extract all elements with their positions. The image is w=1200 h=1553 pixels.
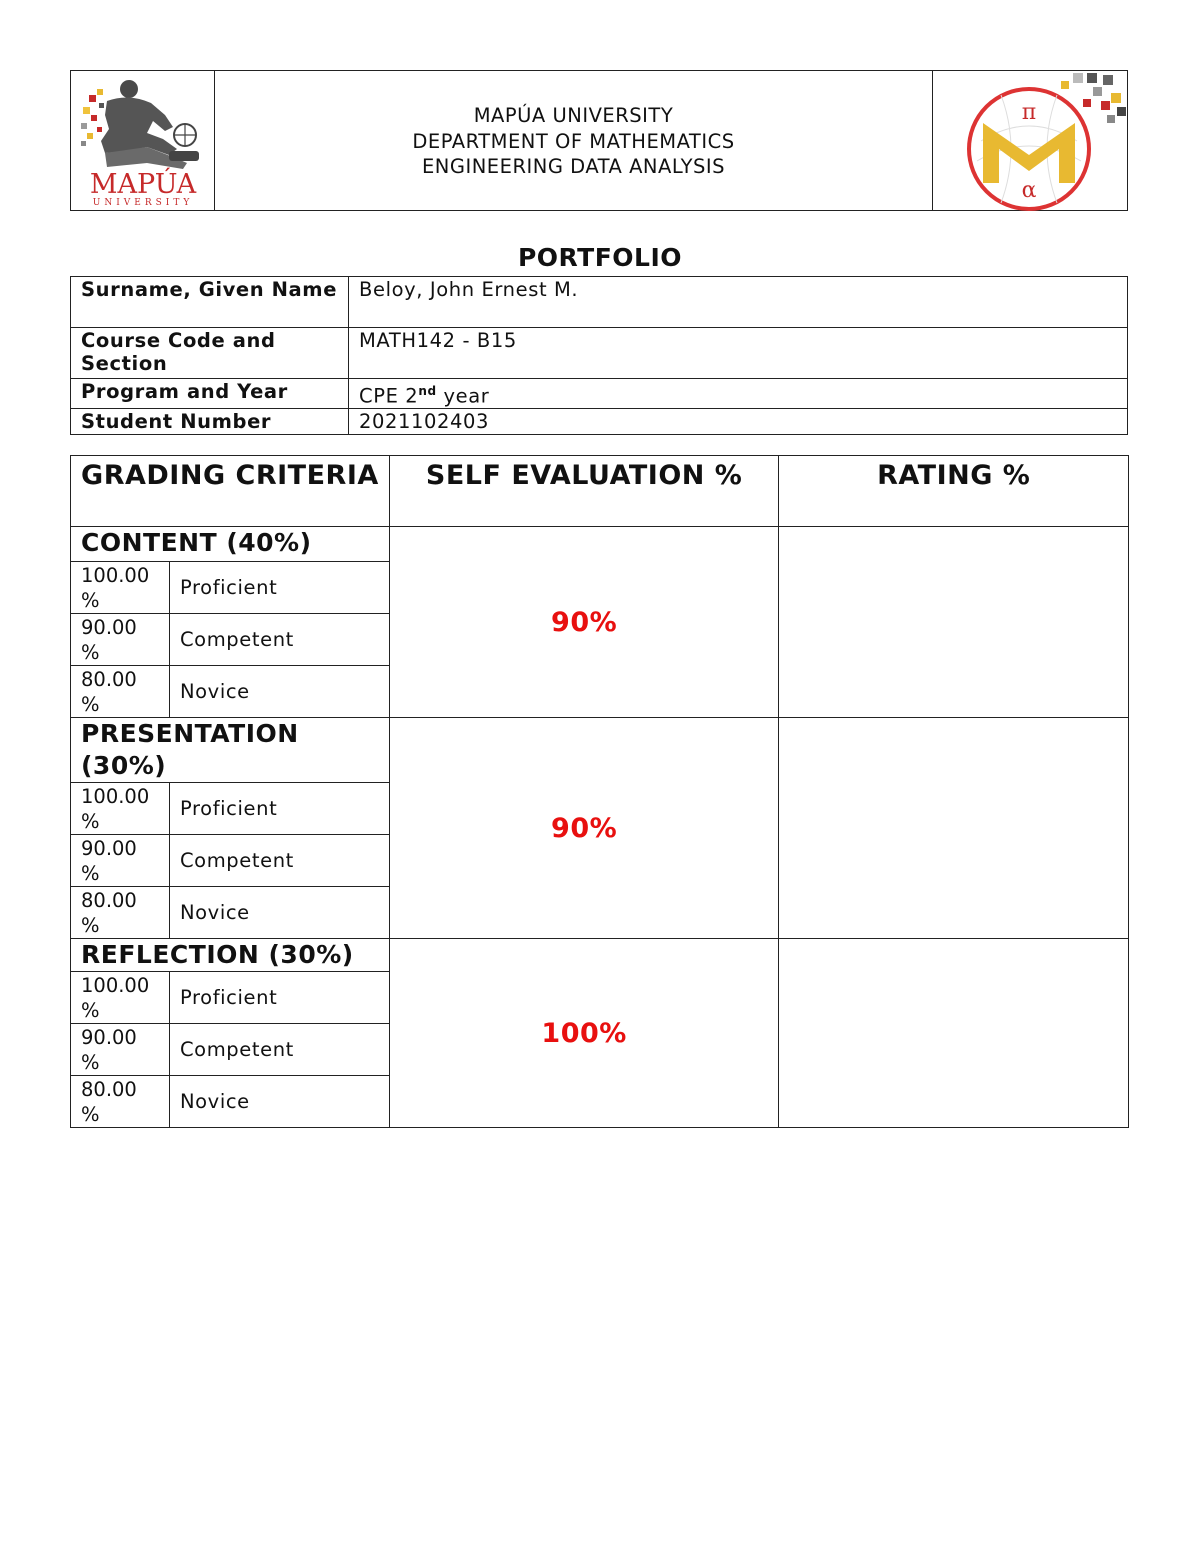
level-percent: 90.00 % xyxy=(71,835,170,887)
student-info-table xyxy=(70,276,1128,435)
logo-wordmark: MAPÚA xyxy=(89,169,197,200)
info-row xyxy=(71,379,1128,409)
level-percent: 80.00 % xyxy=(71,666,170,718)
page-title: PORTFOLIO xyxy=(517,243,683,272)
level-label: Competent xyxy=(169,614,389,666)
criterion-row xyxy=(71,718,1129,783)
document-header xyxy=(70,70,1128,211)
level-percent: 90.00 % xyxy=(71,614,170,666)
info-value: Beloy, John Ernest M. xyxy=(349,277,1128,328)
rating-value xyxy=(779,939,1129,1128)
department-name: DEPARTMENT OF MATHEMATICS xyxy=(412,129,735,153)
grading-header-row xyxy=(71,456,1129,527)
university-name: MAPÚA UNIVERSITY xyxy=(473,104,674,127)
criterion-name: PRESENTATION (30%) xyxy=(71,718,390,783)
info-value: CPE 2nd year xyxy=(349,379,1128,409)
level-label: Competent xyxy=(169,1024,389,1076)
criterion-row xyxy=(71,939,1129,972)
level-label: Proficient xyxy=(169,783,389,835)
level-percent: 100.00 % xyxy=(71,972,170,1024)
level-label: Novice xyxy=(169,1076,389,1128)
alpha-symbol: α xyxy=(1021,178,1037,203)
level-label: Competent xyxy=(169,835,389,887)
self-eval-value: 100% xyxy=(389,939,779,1128)
header-grading-criteria: GRADING CRITERIA xyxy=(71,456,390,527)
criterion-name: REFLECTION (30%) xyxy=(71,939,390,972)
self-eval-value: 90% xyxy=(389,718,779,939)
course-name: ENGINEERING DATA ANALYSIS xyxy=(421,155,726,178)
level-percent: 80.00 % xyxy=(71,1076,170,1128)
header-text xyxy=(215,103,932,180)
info-label: Surname, Given Name xyxy=(71,277,349,328)
level-label: Novice xyxy=(169,887,389,939)
self-eval-value: 90% xyxy=(389,527,779,718)
header-self-evaluation: SELF EVALUATION % xyxy=(389,456,779,527)
header-rating: RATING % xyxy=(779,456,1129,527)
info-value: MATH142 - B15 xyxy=(349,328,1128,379)
info-label: Course Code and Section xyxy=(71,328,349,379)
info-row xyxy=(71,277,1128,328)
rating-value xyxy=(779,718,1129,939)
criterion-row xyxy=(71,527,1129,562)
mapua-university-logo-icon xyxy=(77,75,209,207)
level-percent: 80.00 % xyxy=(71,887,170,939)
math-department-logo-icon xyxy=(941,71,1127,211)
level-percent: 100.00 % xyxy=(71,783,170,835)
info-value: 2021102403 xyxy=(349,408,1128,434)
level-label: Proficient xyxy=(169,972,389,1024)
level-label: Proficient xyxy=(169,562,389,614)
logo-subtext: UNIVERSITY xyxy=(92,198,194,207)
info-label: Program and Year xyxy=(71,379,349,409)
grading-table xyxy=(70,455,1129,1128)
info-row xyxy=(71,408,1128,434)
pi-symbol: π xyxy=(1021,100,1037,125)
info-row xyxy=(71,328,1128,379)
level-percent: 90.00 % xyxy=(71,1024,170,1076)
rating-value xyxy=(779,527,1129,718)
level-label: Novice xyxy=(169,666,389,718)
info-label: Student Number xyxy=(71,408,349,434)
criterion-name: CONTENT (40%) xyxy=(71,527,390,562)
level-percent: 100.00 % xyxy=(71,562,170,614)
